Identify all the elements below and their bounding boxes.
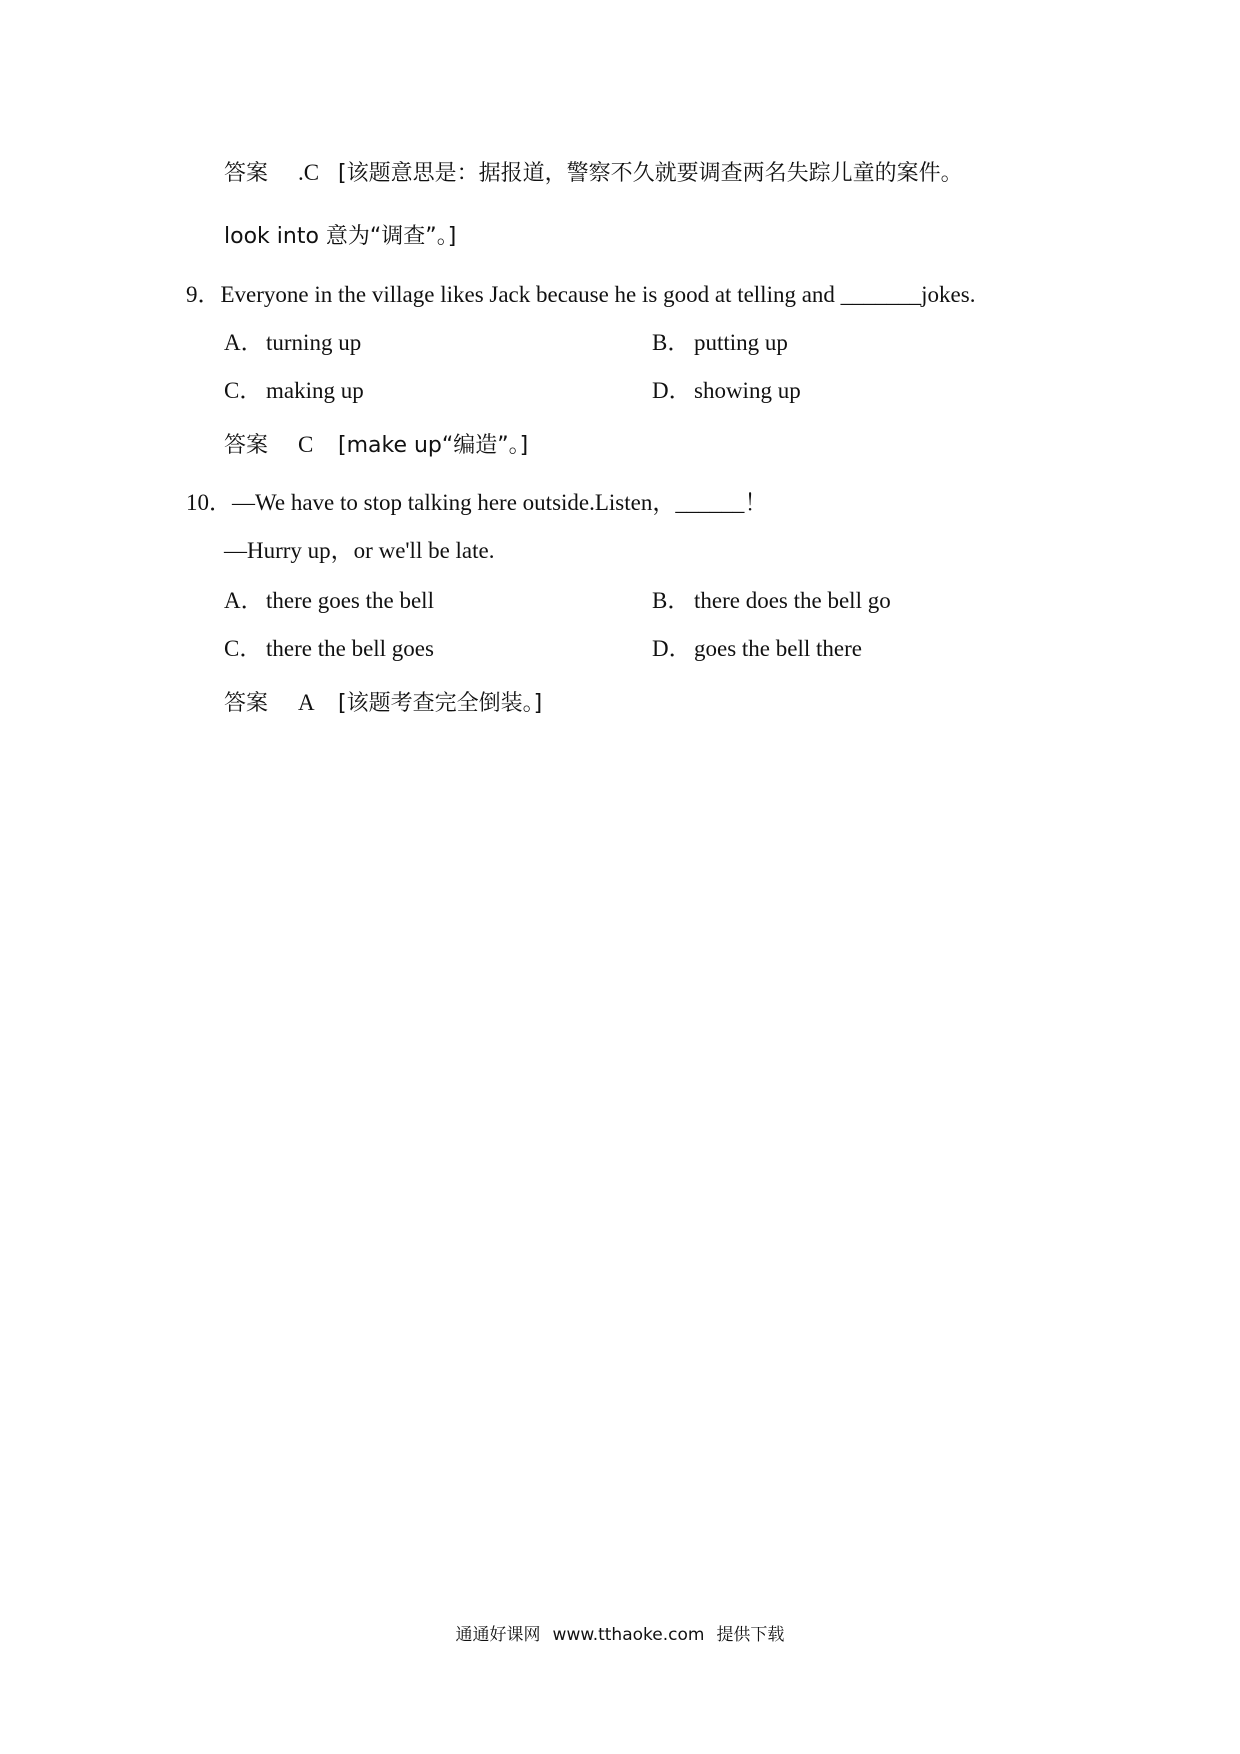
q10-stem-line	[186, 488, 767, 518]
q9-option-b	[652, 328, 788, 358]
option-letter: A．	[224, 330, 264, 355]
option-text: there does the bell go	[694, 588, 891, 613]
answer-explanation: [make up“编造”。]	[338, 433, 529, 458]
answer-label: 答案	[224, 161, 269, 186]
question-number: 10．	[186, 490, 232, 515]
answer-letter: C	[298, 432, 314, 457]
footer-url[interactable]: www.tthaoke.com	[552, 1625, 705, 1645]
q10-option-b	[652, 586, 891, 616]
footer-site-name: 通通好课网	[455, 1625, 541, 1645]
question-stem: Everyone in the village likes Jack because he is good at telling and _______jokes.	[220, 282, 976, 307]
option-letter: B．	[652, 330, 691, 355]
q10-answer-line	[224, 688, 542, 719]
question-number: 9．	[186, 282, 221, 307]
q10-option-d	[652, 634, 862, 664]
q9-stem-line	[186, 280, 975, 310]
answer-letter: A	[298, 690, 315, 715]
option-letter: D．	[652, 636, 692, 661]
q8-answer-line	[224, 158, 963, 189]
answer-label: 答案	[224, 691, 269, 716]
option-text: there goes the bell	[266, 588, 434, 613]
option-text: making up	[266, 378, 364, 403]
option-letter: A．	[224, 588, 264, 613]
q9-option-c	[224, 376, 364, 406]
answer-label: 答案	[224, 433, 269, 458]
option-letter: D．	[652, 378, 692, 403]
option-letter: B．	[652, 588, 691, 613]
option-text: showing up	[694, 378, 801, 403]
option-letter: C．	[224, 378, 263, 403]
question-stem: —We have to stop talking here outside.Listen，______！	[232, 490, 768, 515]
option-text: goes the bell there	[694, 636, 862, 661]
answer-explanation: [该题意思是：据报道，警察不久就要调查两名失踪儿童的案件。	[338, 161, 963, 186]
option-text: there the bell goes	[266, 636, 434, 661]
q9-option-a	[224, 328, 361, 358]
option-letter: C．	[224, 636, 263, 661]
q10-option-c	[224, 634, 434, 664]
page-footer	[0, 1620, 1240, 1645]
option-text: putting up	[694, 330, 788, 355]
q9-answer-line	[224, 430, 528, 461]
q10-option-a	[224, 586, 434, 616]
answer-explanation: [该题考查完全倒装。]	[338, 691, 543, 716]
answer-letter: .C	[298, 160, 320, 185]
footer-suffix: 提供下载	[716, 1625, 785, 1645]
q10-stem-line-2: —Hurry up，or we'll be late.	[224, 538, 495, 563]
option-text: turning up	[266, 330, 362, 355]
q9-option-d	[652, 376, 801, 406]
q8-answer-explanation-cont: look into 意为“调查”。]	[224, 224, 457, 249]
